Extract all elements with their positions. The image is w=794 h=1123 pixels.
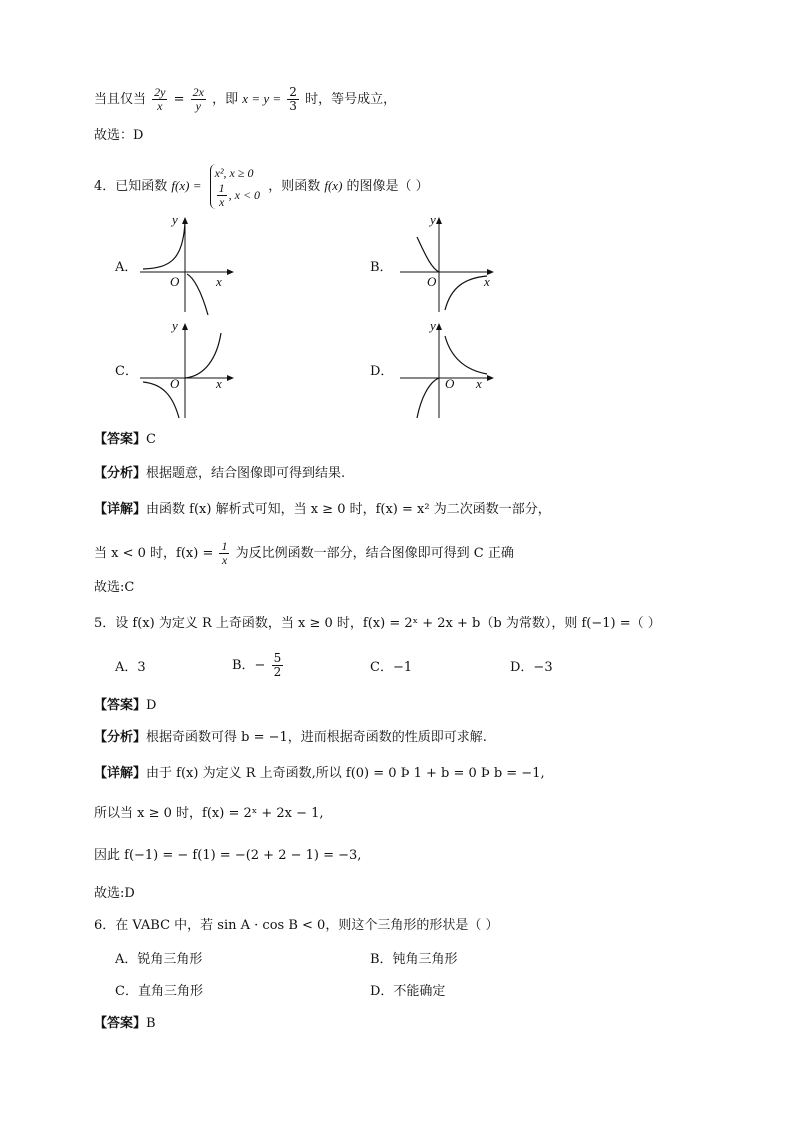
y-arrow-icon bbox=[182, 323, 188, 330]
numerator: 2 bbox=[289, 85, 297, 99]
piece-2 bbox=[215, 182, 260, 209]
numerator: 5 bbox=[273, 651, 282, 665]
fraction bbox=[219, 540, 229, 567]
analysis-text: 根据奇函数可得 b = −1，进而根据奇函数的性质即可求解. bbox=[146, 730, 487, 745]
x-arrow-icon bbox=[227, 269, 234, 275]
answer-tag: 【答案】 bbox=[94, 432, 147, 447]
q4-answer bbox=[94, 430, 156, 450]
detail-tag: 【详解】 bbox=[94, 766, 147, 781]
x-arrow-icon bbox=[487, 375, 494, 381]
graph-option-d[interactable] bbox=[395, 318, 495, 423]
axis-x-label: x bbox=[484, 274, 490, 289]
q4-analysis bbox=[94, 464, 345, 484]
answer-tag: 【答案】 bbox=[94, 698, 147, 713]
q5-option-d[interactable]: D．−3 bbox=[510, 660, 553, 675]
y-arrow-icon bbox=[436, 323, 442, 330]
fraction bbox=[152, 86, 167, 113]
q6-option-a[interactable]: A．锐角三角形 bbox=[115, 952, 203, 967]
q6-option-b[interactable]: B．钝角三角形 bbox=[370, 952, 458, 967]
q3-choose: 故选：D bbox=[94, 128, 144, 143]
q6-option-d[interactable]: D．不能确定 bbox=[370, 984, 446, 999]
detail-text: 由函数 f(x) 解析式可知，当 x ≥ 0 时，f(x) = x² 为二次函数一部分， bbox=[146, 502, 551, 517]
q4-detail-1 bbox=[94, 500, 551, 520]
equals: = bbox=[173, 92, 185, 107]
detail-tag: 【详解】 bbox=[94, 502, 147, 517]
math: x = y = bbox=[242, 91, 282, 106]
option-b-label[interactable]: B． bbox=[370, 260, 393, 275]
fraction bbox=[272, 652, 284, 679]
denominator: 3 bbox=[289, 99, 297, 113]
answer-tag: 【答案】 bbox=[94, 1016, 147, 1031]
q5-option-a[interactable]: A．3 bbox=[115, 660, 146, 675]
curve-right bbox=[187, 274, 208, 315]
q5-option-c[interactable]: C．−1 bbox=[370, 660, 413, 675]
option-c-label[interactable]: C． bbox=[115, 364, 138, 379]
graph-option-c[interactable] bbox=[135, 318, 235, 423]
piecewise-function bbox=[210, 164, 260, 209]
q6-option-c[interactable]: C．直角三角形 bbox=[115, 984, 203, 999]
q5-answer bbox=[94, 696, 156, 716]
q3-equality-line bbox=[94, 86, 396, 113]
origin-label: O bbox=[170, 274, 180, 289]
detail-text: 由于 f(x) 为定义 R 上奇函数,所以 f(0) = 0 Þ 1 + b = 0 Þ b = −1, bbox=[146, 766, 545, 781]
q6-answer bbox=[94, 1014, 156, 1034]
q5-detail-1 bbox=[94, 764, 545, 784]
numerator: 1 bbox=[218, 181, 225, 195]
analysis-text: 根据题意，结合图像即可得到结果. bbox=[146, 466, 346, 481]
axis-x-label: x bbox=[476, 376, 482, 391]
y-arrow-icon bbox=[436, 217, 442, 224]
text: 为反比例函数一部分，结合图像即可得到 C 正确 bbox=[235, 546, 514, 561]
axis-y-label: y bbox=[172, 318, 178, 333]
text: 当且仅当 bbox=[94, 92, 147, 107]
q5-detail-2: 所以当 x ≥ 0 时，f(x) = 2ˣ + 2x − 1, bbox=[94, 806, 324, 821]
text: 的图像是（ ） bbox=[346, 179, 429, 194]
analysis-tag: 【分析】 bbox=[94, 466, 147, 481]
math: f(x) bbox=[324, 178, 343, 193]
axis-y-label: y bbox=[172, 212, 178, 227]
numerator: 2x bbox=[192, 85, 204, 99]
graph-option-b[interactable] bbox=[395, 212, 495, 317]
curve-left bbox=[143, 222, 185, 269]
answer-value: D bbox=[146, 698, 157, 713]
curve-left bbox=[417, 378, 439, 418]
piece-1: x², x ≥ 0 bbox=[214, 166, 254, 180]
numerator: 1 bbox=[221, 539, 228, 553]
text: 当 x < 0 时，f(x) = bbox=[94, 546, 214, 561]
numerator: 2y bbox=[154, 85, 166, 99]
denominator: 2 bbox=[273, 665, 282, 679]
origin-label: O bbox=[170, 376, 180, 391]
q5-choose: 故选:D bbox=[94, 886, 135, 901]
q4-choose: 故选:C bbox=[94, 580, 135, 595]
fraction bbox=[191, 86, 206, 113]
axis-x-label: x bbox=[216, 376, 222, 391]
option-label: B．− bbox=[232, 658, 266, 673]
denominator: y bbox=[195, 99, 201, 113]
graph-option-a[interactable] bbox=[135, 212, 235, 317]
curve-right bbox=[445, 276, 487, 310]
axis-y-label: y bbox=[430, 212, 436, 227]
analysis-tag: 【分析】 bbox=[94, 730, 147, 745]
origin-label: O bbox=[427, 274, 437, 289]
curve-right bbox=[185, 333, 221, 378]
denominator: x bbox=[218, 195, 225, 209]
text: 时，等号成立， bbox=[305, 92, 397, 107]
text: 4．已知函数 bbox=[94, 179, 168, 194]
answer-value: B bbox=[146, 1016, 156, 1031]
q5-option-b[interactable] bbox=[232, 652, 285, 679]
condition: , x < 0 bbox=[228, 188, 261, 202]
answer-value: C bbox=[146, 432, 156, 447]
denominator: x bbox=[157, 99, 163, 113]
axis-x-label: x bbox=[216, 274, 222, 289]
q5-detail-3: 因此 f(−1) = − f(1) = −(2 + 2 − 1) = −3, bbox=[94, 848, 362, 863]
denominator: x bbox=[221, 553, 228, 567]
option-a-label[interactable]: A． bbox=[115, 260, 138, 275]
origin-label: O bbox=[445, 376, 455, 391]
fraction bbox=[287, 86, 299, 113]
q4-detail-2 bbox=[94, 540, 514, 567]
axis-y-label: y bbox=[430, 318, 436, 333]
text: ，即 bbox=[212, 92, 239, 107]
math: f(x) = bbox=[171, 178, 202, 193]
q5-analysis bbox=[94, 728, 487, 748]
fraction bbox=[217, 182, 227, 209]
q5-stem: 5．设 f(x) 为定义 R 上奇函数，当 x ≥ 0 时，f(x) = 2ˣ + 2x + b（b 为常数），则 f(−1) =（ ） bbox=[94, 616, 661, 631]
curve-left bbox=[417, 237, 439, 272]
option-d-label[interactable]: D． bbox=[370, 364, 394, 379]
curve-right bbox=[445, 336, 487, 374]
q4-stem bbox=[94, 164, 429, 209]
q6-stem: 6．在 VABC 中，若 sin A · cos B < 0，则这个三角形的形状是（ ） bbox=[94, 918, 499, 933]
text: ，则函数 bbox=[268, 179, 321, 194]
x-arrow-icon bbox=[227, 375, 234, 381]
